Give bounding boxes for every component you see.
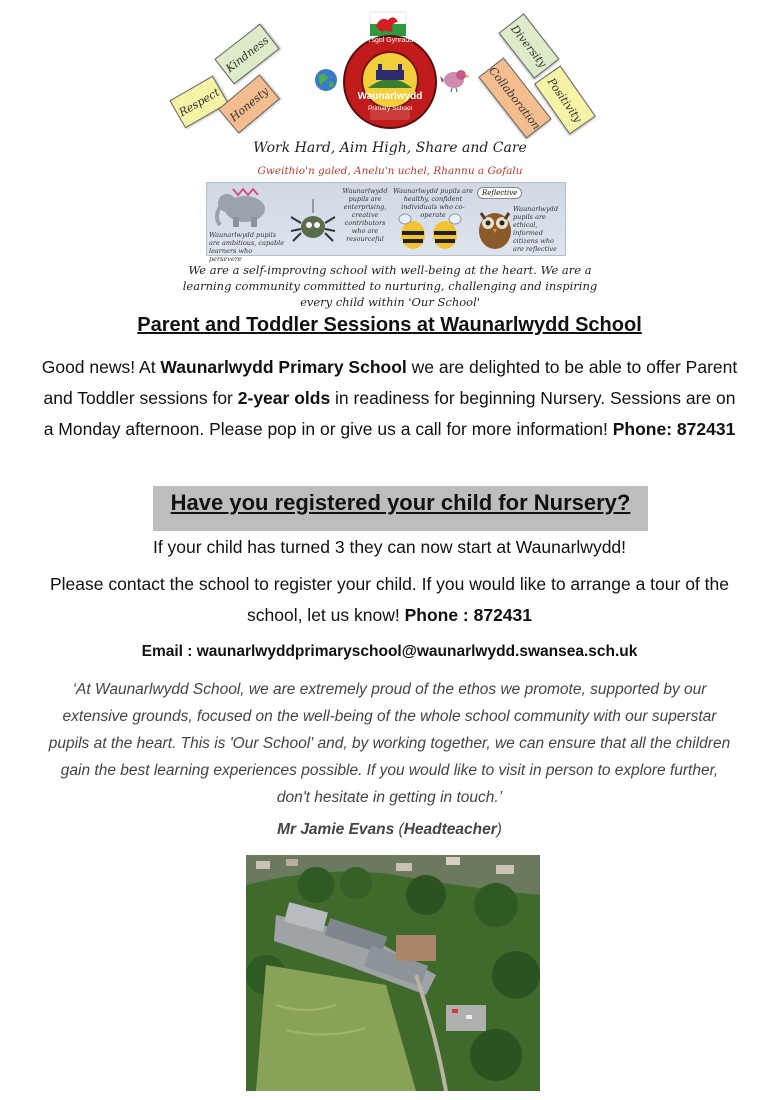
school-ethos-statement: We are a self-improving school with well-being at the heart. We are a learning community committed to nurturing, challenging and inspiring every child within 'Our School' [182,263,598,309]
nursery-heading: Have you registered your child for Nursery? [170,490,631,515]
value-label: Collaboration [486,64,544,132]
paragraph-text: in readiness for beginning Nursery. Sessions are on a Monday afternoon. Please pop in or give us a call for more information! [43,388,736,439]
school-name-bold: Waunarlwydd Primary School [160,357,407,377]
banner-text-enterprising: Waunarlwydd pupils are enterprising, creative contributors who are resourceful [342,187,388,243]
welsh-dragon-flag-icon [370,12,406,36]
logo-bottom-text: Primary School [367,105,413,112]
headteacher-name: Mr Jamie Evans [277,821,395,838]
phone-bold: Phone: 872431 [612,419,736,439]
value-label: Respect [176,85,222,119]
value-label: Positivity [545,75,585,125]
reflective-tag-label: Reflective [482,189,518,197]
nursery-heading-box [153,486,648,531]
logo-top-text: Ysgol Gynradd [366,37,414,44]
paragraph-text: we are delighted to be able to offer Parent and Toddler sessions for [43,357,738,408]
elephant-icon [213,187,273,227]
headteacher-role: Headteacher [403,821,497,838]
logo-name: Waunarlwydd [357,91,423,102]
value-label: Honesty [227,84,271,124]
value-note-honesty [218,74,280,133]
bird-icon [440,66,470,92]
school-logo [342,34,438,130]
value-note-respect [169,76,228,129]
age-bold: 2-year olds [237,388,331,408]
parent-toddler-heading: Parent and Toddler Sessions at Waunarlwydd School [137,314,642,336]
value-label: Diversity [508,22,550,70]
paragraph-text: Please contact the school to register your child. If you would like to arrange a tour of the school, let us know! [50,574,729,625]
phone-bold: Phone : 872431 [404,605,532,625]
contact-email: Email : waunarlwyddprimaryschool@waunarlwydd.swansea.sch.uk [141,643,638,660]
role-close: ) [496,821,502,838]
value-note-kindness [214,24,279,85]
owl-icon [475,201,515,251]
headteacher-signature [0,821,779,839]
parent-toddler-paragraph [40,352,739,445]
role-open: ( [394,821,404,838]
spider-icon [289,199,337,247]
headteacher-quote: ‘At Waunarlwydd School, we are extremely proud of the ethos we promote, supported by our extensive grounds, focused on the well-being of the whole school community with our superstar pupils at the heart. This is 'Our School' and, by working together, we can ensure that all the children gain the best learning experiences possible. If you would like to visit in person to explore further, don't hesitate in getting in touch.’ [48,681,731,806]
four-purposes-banner [206,182,566,263]
value-label: Kindness [223,33,271,75]
banner-text-ethical: Waunarlwydd pupils are ethical, informed citizens who are reflective [513,205,558,253]
banner-text-ambitious: Waunarlwydd pupils are ambitious, capable learners who persevere [209,231,285,263]
motto-english: Work Hard, Aim High, Share and Care [253,140,527,156]
school-header [160,8,620,308]
reflective-tag [477,187,522,199]
aerial-school-photo [246,855,540,1091]
banner-text-healthy: Waunarlwydd pupils are healthy, confident individuals who co-operate [393,187,473,219]
globe-icon [314,68,338,92]
motto-welsh: Gweithio'n galed, Anelu'n uchel, Rhannu a Gofalu [257,165,523,177]
nursery-line-1: If your child has turned 3 they can now start at Waunarlwydd! [152,537,627,557]
paragraph-text: Good news! At [41,357,161,377]
nursery-paragraph [40,569,739,631]
